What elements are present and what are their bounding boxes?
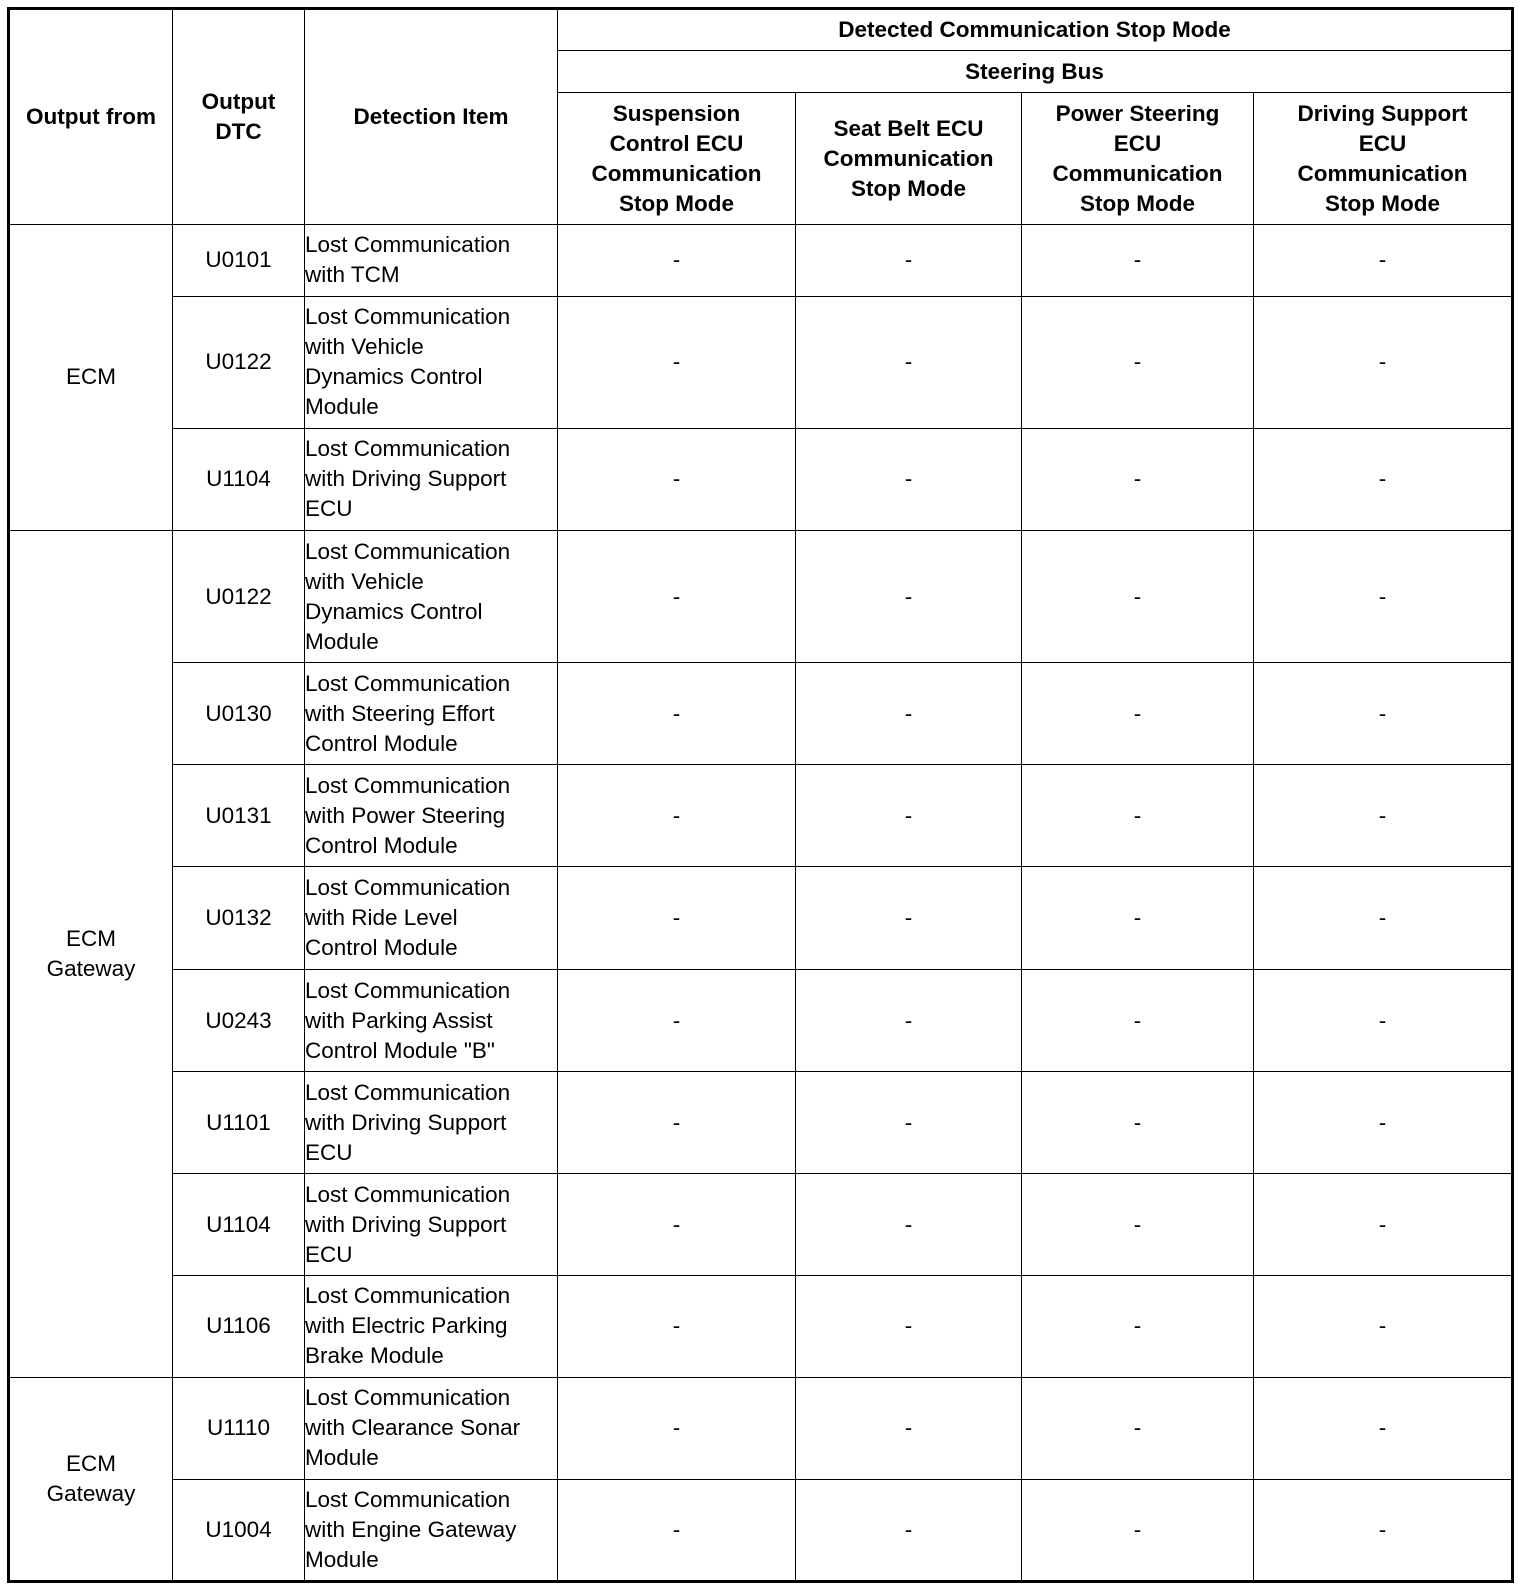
detection-item-line: Lost Communication	[305, 670, 511, 696]
detection-item-line: with Vehicle	[305, 568, 424, 594]
detection-item-cell	[305, 1479, 558, 1581]
detection-item-line: with Engine Gateway	[305, 1516, 517, 1542]
dtc-code-cell: U1104	[173, 1174, 305, 1276]
dtc-code-cell: U0101	[173, 225, 305, 297]
table-row	[9, 1072, 1513, 1174]
stop-mode-cell: -	[558, 1276, 796, 1378]
stop-mode-cell: -	[558, 530, 796, 662]
header-line: Control ECU	[609, 130, 744, 156]
dtc-code-cell: U1004	[173, 1479, 305, 1581]
stop-mode-cell: -	[558, 867, 796, 970]
stop-mode-cell: -	[558, 1174, 796, 1276]
detection-item-line: Lost Communication	[305, 977, 511, 1003]
table-row	[9, 765, 1513, 867]
header-detected-communication-stop-mode: Detected Communication Stop Mode	[558, 9, 1513, 51]
table-row	[9, 663, 1513, 765]
header-line: Communication	[823, 145, 994, 171]
header-steering-bus: Steering Bus	[558, 51, 1513, 93]
detection-item-cell	[305, 1276, 558, 1378]
table-row	[9, 867, 1513, 970]
table-row	[9, 1276, 1513, 1378]
detection-item-line: Lost Communication	[305, 772, 511, 798]
dtc-code-cell: U0132	[173, 867, 305, 970]
stop-mode-cell: -	[1022, 1174, 1254, 1276]
detection-item-line: Control Module	[305, 832, 458, 858]
table-row	[9, 530, 1513, 662]
detection-item-cell	[305, 970, 558, 1072]
output-from-line: ECM	[66, 364, 116, 390]
output-from-cell	[9, 530, 173, 1377]
stop-mode-cell: -	[796, 970, 1022, 1072]
detection-item-line: Control Module	[305, 730, 458, 756]
table-row	[9, 225, 1513, 297]
stop-mode-cell: -	[1254, 1072, 1513, 1174]
detection-item-cell	[305, 1174, 558, 1276]
detection-item-line: with Driving Support	[305, 1211, 507, 1237]
output-from-line: Gateway	[46, 955, 136, 981]
stop-mode-cell: -	[796, 1174, 1022, 1276]
dtc-code-cell: U0130	[173, 663, 305, 765]
stop-mode-cell: -	[558, 970, 796, 1072]
output-from-cell	[9, 225, 173, 531]
stop-mode-cell: -	[796, 663, 1022, 765]
dtc-code-cell: U1104	[173, 428, 305, 530]
stop-mode-cell: -	[796, 867, 1022, 970]
detection-item-line: Lost Communication	[305, 436, 511, 462]
stop-mode-cell: -	[796, 765, 1022, 867]
dtc-code-cell: U0122	[173, 530, 305, 662]
detection-item-line: Lost Communication	[305, 304, 511, 330]
stop-mode-cell: -	[1254, 296, 1513, 428]
detection-item-cell	[305, 225, 558, 297]
stop-mode-cell: -	[558, 765, 796, 867]
detection-item-line: with Electric Parking	[305, 1313, 508, 1339]
header-line: Communication	[1297, 160, 1468, 186]
stop-mode-cell: -	[1022, 225, 1254, 297]
detection-item-line: Module	[305, 394, 379, 420]
detection-item-line: Control Module	[305, 935, 458, 961]
detection-item-line: Control Module "B"	[305, 1037, 495, 1063]
stop-mode-cell: -	[1254, 1174, 1513, 1276]
detection-item-line: with Parking Assist	[305, 1007, 493, 1033]
output-from-line: Gateway	[46, 1480, 136, 1506]
header-output-dtc-line: Output	[201, 89, 276, 114]
detection-item-line: Dynamics Control	[305, 364, 483, 390]
detection-item-line: ECU	[305, 1241, 353, 1267]
stop-mode-cell: -	[1254, 765, 1513, 867]
stop-mode-cell: -	[796, 530, 1022, 662]
table-row	[9, 1479, 1513, 1581]
detection-item-line: Lost Communication	[305, 1283, 511, 1309]
header-output-dtc	[173, 9, 305, 225]
detection-item-cell	[305, 428, 558, 530]
header-line: Communication	[591, 160, 762, 186]
stop-mode-cell: -	[1022, 296, 1254, 428]
detection-item-cell	[305, 296, 558, 428]
header-driving-support-ecu	[1254, 93, 1513, 225]
header-line: Communication	[1052, 160, 1223, 186]
header-line: ECU	[1113, 130, 1162, 156]
stop-mode-cell: -	[1022, 867, 1254, 970]
stop-mode-cell: -	[1254, 225, 1513, 297]
header-power-steering-ecu	[1022, 93, 1254, 225]
header-line: Stop Mode	[851, 175, 966, 201]
output-from-cell	[9, 1377, 173, 1581]
header-line: Stop Mode	[619, 190, 734, 216]
stop-mode-cell: -	[558, 1377, 796, 1479]
detection-item-line: with Steering Effort	[305, 700, 495, 726]
detection-item-line: with TCM	[305, 262, 400, 288]
detection-item-line: with Ride Level	[305, 905, 458, 931]
detection-item-line: with Power Steering	[305, 802, 506, 828]
dtc-code-cell: U1110	[173, 1377, 305, 1479]
header-detection-item: Detection Item	[305, 9, 558, 225]
detection-item-cell	[305, 530, 558, 662]
detection-item-cell	[305, 1377, 558, 1479]
detection-item-cell	[305, 663, 558, 765]
stop-mode-cell: -	[1254, 1479, 1513, 1581]
stop-mode-cell: -	[796, 1072, 1022, 1174]
output-from-line: ECM	[66, 925, 116, 951]
table-row	[9, 1377, 1513, 1479]
header-line: Driving Support	[1297, 100, 1468, 126]
stop-mode-cell: -	[558, 428, 796, 530]
header-output-dtc-line: DTC	[215, 119, 262, 144]
detection-item-line: Module	[305, 628, 379, 654]
header-line: Stop Mode	[1325, 190, 1440, 216]
stop-mode-cell: -	[558, 1072, 796, 1174]
stop-mode-cell: -	[796, 1479, 1022, 1581]
stop-mode-cell: -	[1254, 970, 1513, 1072]
dtc-code-cell: U0131	[173, 765, 305, 867]
header-line: Stop Mode	[1080, 190, 1195, 216]
dtc-code-cell: U1101	[173, 1072, 305, 1174]
detection-item-line: Lost Communication	[305, 875, 511, 901]
header-line: ECU	[1358, 130, 1407, 156]
dtc-stop-mode-table	[7, 7, 1514, 1583]
detection-item-line: Brake Module	[305, 1343, 444, 1369]
stop-mode-cell: -	[558, 225, 796, 297]
dtc-code-cell: U0243	[173, 970, 305, 1072]
detection-item-cell	[305, 867, 558, 970]
stop-mode-cell: -	[1254, 1377, 1513, 1479]
detection-item-line: Lost Communication	[305, 538, 511, 564]
detection-item-line: with Clearance Sonar	[305, 1415, 521, 1441]
output-from-line: ECM	[66, 1450, 116, 1476]
stop-mode-cell: -	[796, 1276, 1022, 1378]
stop-mode-cell: -	[1254, 428, 1513, 530]
stop-mode-cell: -	[1022, 663, 1254, 765]
detection-item-line: Lost Communication	[305, 1385, 511, 1411]
stop-mode-cell: -	[1254, 663, 1513, 765]
detection-item-line: Lost Communication	[305, 1079, 511, 1105]
detection-item-line: with Vehicle	[305, 334, 424, 360]
header-output-from: Output from	[9, 9, 173, 225]
stop-mode-cell: -	[558, 1479, 796, 1581]
dtc-code-cell: U0122	[173, 296, 305, 428]
stop-mode-cell: -	[1022, 1377, 1254, 1479]
detection-item-line: Lost Communication	[305, 1486, 511, 1512]
stop-mode-cell: -	[1022, 1479, 1254, 1581]
detection-item-line: Lost Communication	[305, 1181, 511, 1207]
stop-mode-cell: -	[796, 296, 1022, 428]
detection-item-cell	[305, 1072, 558, 1174]
stop-mode-cell: -	[1022, 765, 1254, 867]
stop-mode-cell: -	[1254, 1276, 1513, 1378]
header-seat-belt-ecu	[796, 93, 1022, 225]
stop-mode-cell: -	[1022, 530, 1254, 662]
detection-item-cell	[305, 765, 558, 867]
table-row	[9, 970, 1513, 1072]
stop-mode-cell: -	[1022, 1276, 1254, 1378]
stop-mode-cell: -	[796, 225, 1022, 297]
table-row	[9, 1174, 1513, 1276]
header-suspension-control-ecu	[558, 93, 796, 225]
header-line: Seat Belt ECU	[833, 115, 984, 141]
detection-item-line: with Driving Support	[305, 1109, 507, 1135]
stop-mode-cell: -	[1022, 1072, 1254, 1174]
table-row	[9, 428, 1513, 530]
dtc-code-cell: U1106	[173, 1276, 305, 1378]
stop-mode-cell: -	[1022, 970, 1254, 1072]
table-row	[9, 296, 1513, 428]
header-line: Power Steering	[1055, 100, 1220, 126]
stop-mode-cell: -	[558, 296, 796, 428]
stop-mode-cell: -	[1254, 867, 1513, 970]
detection-item-line: Module	[305, 1546, 379, 1572]
header-line: Suspension	[612, 100, 741, 126]
stop-mode-cell: -	[558, 663, 796, 765]
detection-item-line: with Driving Support	[305, 466, 507, 492]
detection-item-line: ECU	[305, 496, 353, 522]
detection-item-line: Lost Communication	[305, 232, 511, 258]
detection-item-line: ECU	[305, 1139, 353, 1165]
detection-item-line: Dynamics Control	[305, 598, 483, 624]
stop-mode-cell: -	[1022, 428, 1254, 530]
table-body	[9, 225, 1513, 1582]
detection-item-line: Module	[305, 1445, 379, 1471]
stop-mode-cell: -	[796, 1377, 1022, 1479]
stop-mode-cell: -	[796, 428, 1022, 530]
stop-mode-cell: -	[1254, 530, 1513, 662]
